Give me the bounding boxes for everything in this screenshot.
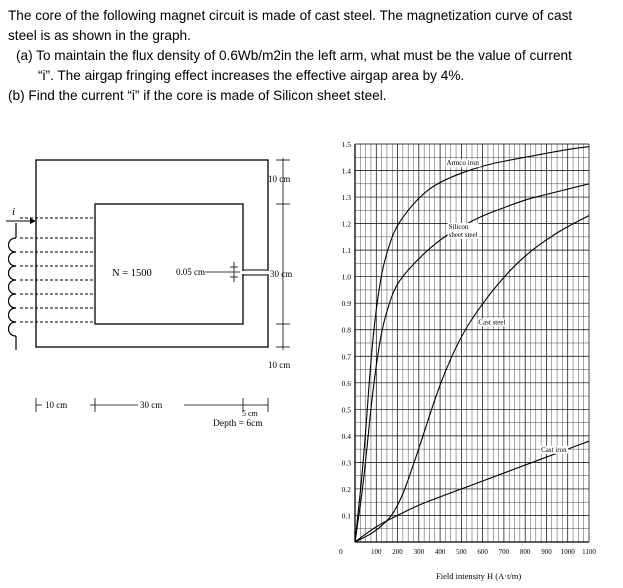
dim-top-label: 10 cm [268,174,291,184]
problem-part-a [8,46,620,86]
x-tick-label: 600 [477,548,488,556]
air-gap [205,262,270,282]
y-tick-label: 0.6 [341,378,351,388]
y-tick-label: 0.8 [341,325,351,335]
x-tick-label: 400 [434,548,446,556]
turns-label: N = 1500 [112,268,152,279]
problem-line-2: steel is as shown in the graph. [8,28,191,43]
y-tick-label: 0.5 [341,405,351,415]
y-tick-label: 1.1 [341,246,351,256]
x-tick-label: 1100 [582,548,596,556]
part-a-line-2: “i”. The airgap fringing effect increases the effective airgap area by 4%. [38,68,465,83]
coil-dashed-turns [20,218,95,322]
y-tick-label: 1.3 [341,193,351,203]
y-tick-label: 1.4 [341,166,351,176]
x-tick-label: 200 [392,548,403,556]
y-tick-label: 0.3 [341,458,351,468]
dim-left-label: 10 cm [45,400,68,410]
gap-label: 0.05 cm [176,267,205,277]
coil-winding [9,223,17,350]
y-tick-label: 1.0 [341,272,351,282]
y-tick-label: 0.4 [341,431,351,441]
dim-depth-small-label: 5 cm [242,409,258,418]
dim-bot-label: 10 cm [268,360,291,370]
curve-label: Cast steel [478,318,506,327]
current-label: i [12,206,16,218]
y-tick-label: 1.2 [341,219,351,229]
depth-label: Depth = 6cm [213,419,263,429]
y-tick-label: 0.2 [341,484,351,494]
part-a-line-1: (a) To maintain the flux density of 0.6Wb/m2in the left arm, what must be the value of current [16,48,572,63]
x-tick-label: 500 [456,548,467,556]
x-tick-label: 900 [541,548,552,556]
dimension-right [276,158,290,350]
magnetic-circuit-diagram [0,118,310,438]
problem-line-1: The core of the following magnet circuit is made of cast steel. The magnetization curve of cast [8,8,573,23]
problem-statement [8,6,620,106]
x-tick-label: 1000 [560,548,575,556]
y-tick-label: 0.7 [341,352,351,362]
x-tick-label: 800 [519,548,531,556]
x-origin-label: 0 [339,547,343,556]
current-arrow [6,206,36,224]
y-tick-label: 1.5 [341,140,351,149]
x-tick-label: 700 [498,548,510,556]
curve-label: Silicon sheet steel [448,222,478,239]
dim-width-label: 30 cm [140,400,163,410]
x-tick-labels [339,547,596,556]
y-tick-label: 0.1 [341,511,351,521]
x-axis-label: Field intensity H (A·t/m) [436,571,522,581]
x-tick-label: 100 [371,548,382,556]
chart-grid [355,144,589,542]
curve-label: Cast iron [541,445,567,454]
y-tick-label: 0.9 [341,299,351,309]
core-outline [36,160,268,347]
dim-mid-label: 30 cm [270,269,293,279]
x-tick-label: 300 [413,548,425,556]
y-tick-labels [342,140,352,520]
curve-label: Armco iron [446,159,479,168]
magnetization-curve-chart [318,132,620,584]
problem-part-b: (b) Find the current “i” if the core is made of Silicon sheet steel. [8,88,387,103]
